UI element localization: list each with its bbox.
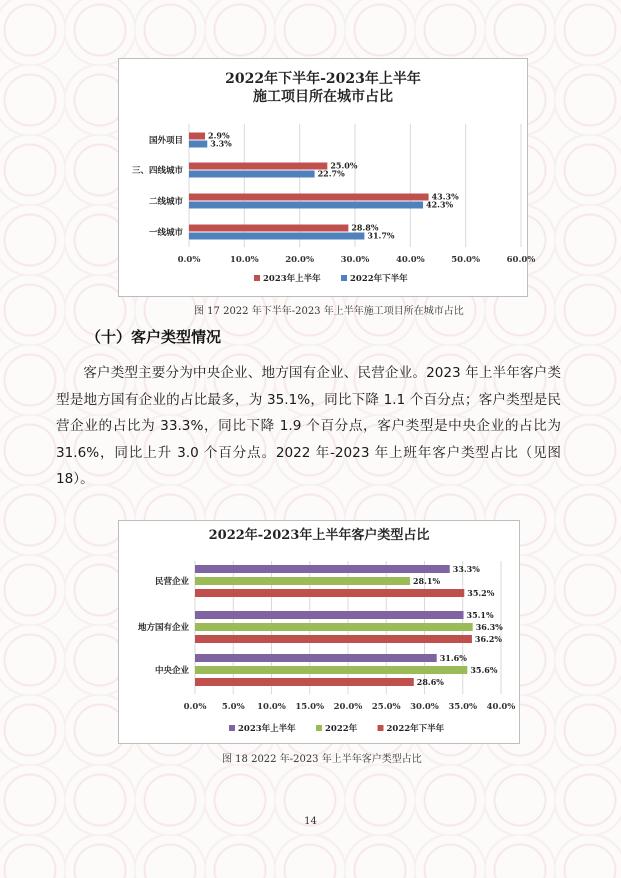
chart2-tick-label: 25.0% bbox=[371, 702, 401, 712]
chart2-tick-label: 30.0% bbox=[410, 702, 439, 712]
chart1-bar bbox=[189, 133, 205, 140]
chart2-legend-swatch bbox=[378, 725, 384, 731]
chart1-tick-label: 30.0% bbox=[340, 255, 370, 265]
section-heading: （十）客户类型情况 bbox=[86, 328, 222, 346]
chart2-tick-label: 40.0% bbox=[486, 702, 516, 712]
chart2-category-label: 民营企业 bbox=[154, 577, 189, 587]
chart1-category-label: 国外项目 bbox=[148, 136, 183, 146]
chart2-legend-label: 2022年 bbox=[325, 724, 358, 734]
chart2-legend-swatch bbox=[316, 725, 322, 731]
chart1-tick-label: 50.0% bbox=[451, 255, 481, 265]
chart2-data-label: 36.3% bbox=[475, 622, 503, 632]
chart1-title: 2022年下半年-2023年上半年 bbox=[225, 71, 421, 87]
chart2-data-label: 36.2% bbox=[474, 634, 503, 644]
chart2-bar bbox=[195, 611, 464, 619]
chart2-bar bbox=[195, 635, 472, 643]
chart-customer-types bbox=[118, 520, 520, 744]
chart1-bar bbox=[189, 225, 348, 232]
chart2-tick-label: 35.0% bbox=[448, 702, 478, 712]
chart-city-distribution bbox=[118, 58, 536, 297]
figure-18-caption: 图 18 2022 年-2023 年上半年客户类型占比 bbox=[222, 754, 422, 765]
chart2-data-label: 28.1% bbox=[412, 576, 441, 586]
chart2-tick-label: 10.0% bbox=[257, 702, 286, 712]
chart2-legend-swatch bbox=[229, 725, 235, 731]
chart2-bar bbox=[195, 589, 464, 597]
chart2-category-label: 中央企业 bbox=[154, 666, 189, 676]
chart2-legend-label: 2022年下半年 bbox=[386, 724, 445, 734]
chart-city-distribution-svg bbox=[119, 59, 536, 296]
chart2-tick-label: 0.0% bbox=[183, 702, 207, 712]
chart2-tick-label: 5.0% bbox=[221, 702, 245, 712]
chart2-data-label: 28.6% bbox=[416, 677, 444, 687]
chart1-bar bbox=[189, 171, 315, 178]
chart2-category-label: 地方国有企业 bbox=[137, 623, 189, 633]
chart2-bar bbox=[195, 577, 410, 585]
chart1-legend-swatch bbox=[341, 275, 347, 281]
chart1-data-label: 25.0% bbox=[330, 160, 358, 171]
chart1-tick-label: 40.0% bbox=[395, 255, 425, 265]
chart2-bar bbox=[195, 565, 450, 573]
chart1-legend-swatch bbox=[254, 275, 260, 281]
chart-customer-types-svg bbox=[119, 521, 519, 743]
chart2-data-label: 31.6% bbox=[439, 653, 467, 663]
chart1-data-label: 3.3% bbox=[210, 138, 232, 149]
chart2-data-label: 35.6% bbox=[470, 665, 498, 675]
chart1-bar bbox=[189, 194, 429, 201]
body-paragraph: 客户类型主要分为中央企业、地方国有企业、民营企业。2023 年上半年客户类型是地方国有企业的占比最多，为 35.1%，同比下降 1.1 个百分点；客户类型是民营企业的占比为 33.3%，同比下降 1.9 个百分点，客户类型是中央企业的占比为 31.6%，同比上升 3.0 个百分点。2022 年-2023 年上班年客户类型占比（见图 18）。 bbox=[56, 365, 561, 487]
chart1-data-label: 42.3% bbox=[426, 199, 454, 210]
chart1-tick-label: 10.0% bbox=[229, 255, 259, 265]
chart1-title: 施工项目所在城市占比 bbox=[253, 89, 393, 105]
chart2-bar bbox=[195, 666, 467, 674]
chart1-tick-label: 0.0% bbox=[177, 255, 201, 265]
chart2-legend-label: 2023年上半年 bbox=[238, 724, 296, 734]
chart1-category-label: 一线城市 bbox=[148, 228, 183, 238]
chart1-tick-label: 60.0% bbox=[506, 255, 536, 265]
chart1-data-label: 2.9% bbox=[208, 130, 230, 141]
chart1-bar bbox=[189, 202, 423, 209]
chart1-tick-label: 20.0% bbox=[285, 255, 315, 265]
figure-17-caption: 图 17 2022 年下半年-2023 年上半年施工项目所在城市占比 bbox=[194, 306, 464, 317]
chart2-tick-label: 15.0% bbox=[295, 702, 325, 712]
chart2-title: 2022年-2023年上半年客户类型占比 bbox=[208, 528, 430, 543]
chart1-legend-label: 2023年上半年 bbox=[263, 274, 321, 284]
chart1-category-label: 三、四线城市 bbox=[131, 166, 183, 176]
chart2-data-label: 35.1% bbox=[466, 610, 494, 620]
chart1-data-label: 31.7% bbox=[367, 230, 395, 241]
chart2-bar bbox=[195, 623, 473, 631]
chart1-data-label: 28.8% bbox=[351, 222, 379, 233]
chart1-legend-label: 2022年下半年 bbox=[350, 274, 408, 284]
chart2-data-label: 33.3% bbox=[452, 564, 480, 574]
page-number: 14 bbox=[304, 816, 317, 827]
chart1-category-label: 二线城市 bbox=[148, 197, 183, 207]
chart1-bar bbox=[189, 141, 207, 148]
chart1-data-label: 43.3% bbox=[431, 191, 459, 202]
chart1-data-label: 22.7% bbox=[317, 168, 345, 179]
chart1-bar bbox=[189, 233, 364, 240]
chart1-bar bbox=[189, 163, 327, 170]
chart2-data-label: 35.2% bbox=[467, 588, 495, 598]
chart2-bar bbox=[195, 678, 414, 686]
chart2-bar bbox=[195, 654, 437, 662]
chart2-tick-label: 20.0% bbox=[333, 702, 363, 712]
